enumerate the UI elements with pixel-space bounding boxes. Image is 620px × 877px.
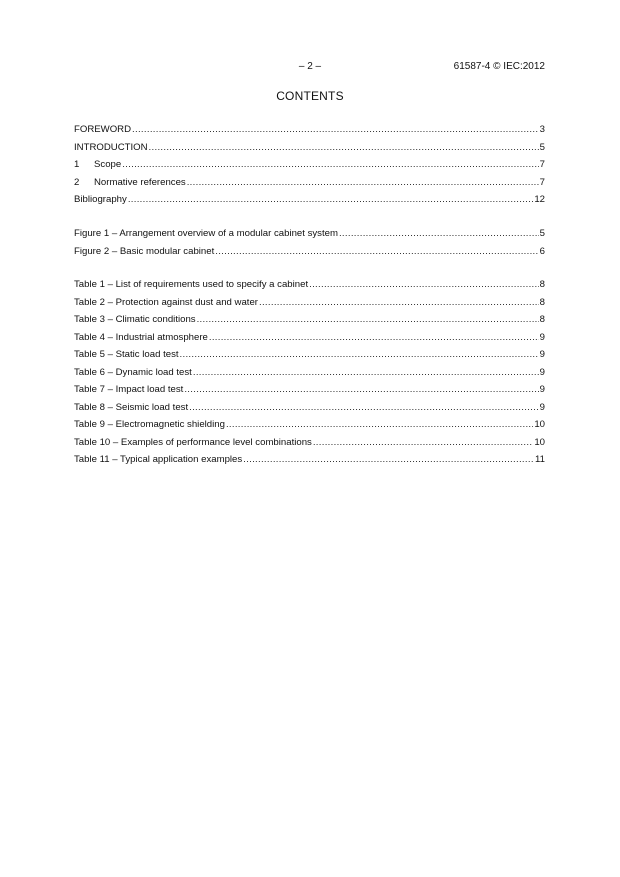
toc-entry-number: 1	[74, 159, 80, 170]
toc-entry-table-1[interactable]	[74, 276, 545, 294]
toc-entry-table-5[interactable]	[74, 346, 545, 364]
toc-entry-page: 3	[539, 124, 545, 135]
toc-entry-label: Bibliography	[74, 194, 127, 205]
toc-entry-page: 9	[539, 331, 545, 343]
toc-entry-introduction[interactable]	[74, 139, 545, 157]
toc-entry-table-11[interactable]	[74, 451, 545, 469]
page-number: – 2 –	[298, 61, 322, 72]
toc-entry-label: Table 10 – Examples of performance level combinations	[74, 436, 312, 448]
toc-entry-page: 7	[539, 176, 545, 188]
toc-entry-label: Normative references	[94, 176, 186, 188]
toc-entry-table-4[interactable]	[74, 329, 545, 347]
toc-entry-page: 5	[539, 141, 545, 153]
toc-entry-label: Scope	[94, 159, 122, 170]
toc-entry-label: Table 7 – Impact load test	[74, 384, 184, 395]
toc-leader-dots	[309, 276, 539, 294]
toc-figures-section	[74, 225, 545, 260]
toc-leader-dots	[197, 311, 539, 329]
toc-entry-label: Table 4 – Industrial atmosphere	[74, 331, 208, 343]
contents-title: CONTENTS	[276, 89, 344, 103]
toc-entry-label: INTRODUCTION	[74, 141, 148, 153]
standard-reference: 61587-4 © IEC:2012	[453, 61, 545, 72]
toc-entry-page: 6	[539, 245, 545, 257]
toc-entry-scope[interactable]	[74, 156, 545, 174]
toc-entry-page: 11	[535, 454, 545, 465]
toc-entry-table-9[interactable]	[74, 416, 545, 434]
toc-entry-page: 8	[539, 314, 545, 325]
toc-entry-page: 5	[539, 228, 545, 239]
toc-entry-page: 10	[534, 436, 545, 448]
toc-leader-dots	[187, 174, 539, 192]
toc-entry-page: 10	[534, 419, 545, 430]
toc-leader-dots	[339, 225, 539, 243]
toc-leader-dots	[180, 346, 539, 364]
toc-entry-label: Table 1 – List of requirements used to specify a cabinet	[74, 279, 309, 290]
toc-entry-label: Table 11 – Typical application examples	[74, 454, 243, 465]
toc-leader-dots	[226, 416, 533, 434]
toc-entry-label: Table 3 – Climatic conditions	[74, 314, 196, 325]
toc-entry-label: Table 6 – Dynamic load test	[74, 366, 192, 378]
toc-entry-figure-1[interactable]	[74, 225, 545, 243]
toc-entry-page: 9	[539, 349, 545, 360]
toc-entry-page: 8	[539, 296, 545, 308]
toc-entry-label: Figure 2 – Basic modular cabinet	[74, 245, 215, 257]
toc-leader-dots	[132, 121, 539, 139]
toc-leader-dots	[313, 434, 533, 452]
toc-entry-label: FOREWORD	[74, 124, 132, 135]
toc-leader-dots	[243, 451, 534, 469]
toc-entry-table-8[interactable]	[74, 399, 545, 417]
toc-entry-foreword[interactable]	[74, 121, 545, 139]
toc-entry-page: 9	[539, 366, 545, 378]
toc-tables-section	[74, 276, 545, 469]
toc-leader-dots	[209, 329, 539, 347]
toc-entry-normative-references[interactable]	[74, 174, 545, 192]
toc-entry-table-2[interactable]	[74, 294, 545, 312]
toc-entry-page: 9	[539, 384, 545, 395]
toc-entry-bibliography[interactable]	[74, 191, 545, 209]
toc-leader-dots	[215, 243, 538, 261]
toc-entry-table-10[interactable]	[74, 434, 545, 452]
toc-leader-dots	[149, 139, 539, 157]
toc-entry-label: Table 2 – Protection against dust and water	[74, 296, 258, 308]
toc-leader-dots	[189, 399, 539, 417]
toc-leader-dots	[193, 364, 539, 382]
toc-entry-label: Table 5 – Static load test	[74, 349, 179, 360]
toc-entry-table-7[interactable]	[74, 381, 545, 399]
toc-leader-dots	[128, 191, 534, 209]
toc-entry-number: 2	[74, 176, 80, 188]
toc-entry-label: Table 8 – Seismic load test	[74, 401, 189, 413]
toc-entry-table-3[interactable]	[74, 311, 545, 329]
toc-leader-dots	[184, 381, 538, 399]
toc-entry-figure-2[interactable]	[74, 243, 545, 261]
toc-entry-label: Figure 1 – Arrangement overview of a modular cabinet system	[74, 228, 338, 239]
toc-entry-page: 8	[539, 279, 545, 290]
toc-leader-dots	[122, 156, 538, 174]
toc-entry-label: Table 9 – Electromagnetic shielding	[74, 419, 225, 430]
toc-entry-page: 12	[534, 194, 545, 205]
toc-entry-page: 7	[539, 159, 545, 170]
toc-entry-table-6[interactable]	[74, 364, 545, 382]
toc-leader-dots	[259, 294, 539, 312]
toc-entry-page: 9	[539, 401, 545, 413]
toc-main-section	[74, 121, 545, 209]
